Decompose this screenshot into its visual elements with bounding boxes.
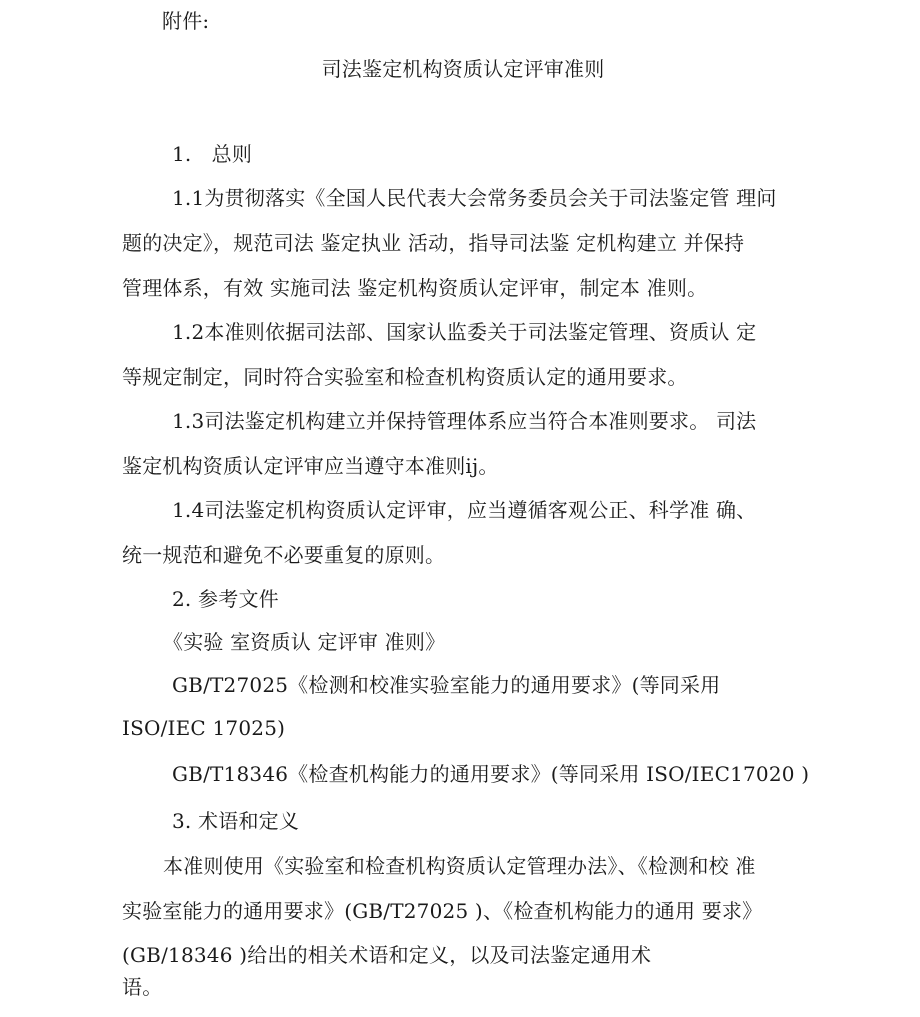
paragraph-1-3-line-1: 1.3司法鉴定机构建立并保持管理体系应当符合本准则要求。 司法 bbox=[172, 409, 757, 433]
document-title: 司法鉴定机构资质认定评审准则 bbox=[321, 57, 605, 81]
paragraph-1-1-line-2: 题的决定》，规范司法 鉴定执业 活动，指导司法鉴 定机构建立 并保持 bbox=[122, 231, 745, 255]
paragraph-3-line-4: 语。 bbox=[122, 975, 163, 999]
paragraph-1-1-line-1: 1.1为贯彻落实《全国人民代表大会常务委员会关于司法鉴定管 理问 bbox=[172, 186, 777, 210]
reference-3: GB/T18346《检查机构能力的通用要求》(等同采用 ISO/IEC17020 ) bbox=[172, 762, 810, 786]
paragraph-3-line-2: 实验室能力的通用要求》(GB/T27025 )、《检查机构能力的通用 要求》 bbox=[122, 899, 763, 923]
paragraph-1-4-line-1: 1.4司法鉴定机构资质认定评审，应当遵循客观公正、科学准 确、 bbox=[172, 498, 757, 522]
reference-1: 《实验 室资质认 定评审 准则》 bbox=[163, 630, 446, 654]
paragraph-1-2-line-1: 1.2本准则依据司法部、国家认监委关于司法鉴定管理、资质认 定 bbox=[172, 320, 757, 344]
attachment-label: 附件: bbox=[162, 9, 210, 33]
paragraph-1-3-line-2: 鉴定机构资质认定评审应当遵守本准则ij。 bbox=[122, 454, 499, 478]
section-3-heading: 3. 术语和定义 bbox=[172, 809, 300, 833]
paragraph-1-4-line-2: 统一规范和避免不必要重复的原则。 bbox=[122, 543, 446, 567]
reference-2-line-2: ISO/IEC 17025) bbox=[122, 716, 286, 740]
section-1-heading: 1. 总则 bbox=[172, 142, 253, 166]
reference-2-line-1: GB/T27025《检测和校准实验室能力的通用要求》(等同采用 bbox=[172, 673, 721, 697]
section-2-heading: 2. 参考文件 bbox=[172, 587, 279, 611]
paragraph-3-line-3: (GB/18346 )给出的相关术语和定义，以及司法鉴定通用术 bbox=[122, 943, 652, 967]
paragraph-3-line-1: 本准则使用《实验室和检查机构资质认定管理办法》、《检测和校 准 bbox=[163, 854, 756, 878]
paragraph-1-2-line-2: 等规定制定，同时符合实验室和检查机构资质认定的通用要求。 bbox=[122, 365, 688, 389]
paragraph-1-1-line-3: 管理体系，有效 实施司法 鉴定机构资质认定评审，制定本 准则。 bbox=[122, 276, 708, 300]
